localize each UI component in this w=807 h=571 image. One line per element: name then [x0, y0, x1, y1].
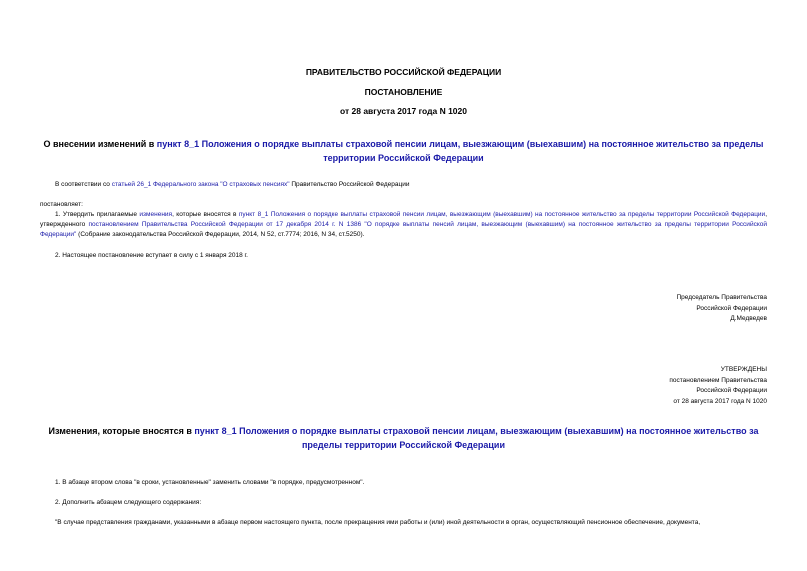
item-1-text-a: 1. Утвердить прилагаемые [55, 211, 140, 218]
government-resolution-link[interactable]: постановлением Правительства Российской Федерации от 17 декабря 2014 г. N 1386 "О порядке выплаты пенсий лицам, выезжающим (выехавшим) на постоянное жительство за пределы территории Российской Федерации" [40, 221, 767, 238]
document-date-number: от 28 августа 2017 года N 1020 [340, 106, 467, 116]
preamble-law-link[interactable]: статьей 26_1 Федерального закона "О страховых пенсиях" [111, 181, 290, 188]
preamble-text-end: Правительство Российской Федерации [289, 181, 410, 188]
preamble-text-start: В соответствии со [55, 181, 112, 188]
signature-block [676, 293, 767, 325]
changes-title [40, 424, 767, 452]
change-2-paragraph: 2. Дополнить абзацем следующего содержания: [55, 499, 202, 506]
approval-block [669, 365, 767, 407]
item-1-text-d: (Собрание законодательства Российской Федерации, 2014, N 52, ст.7774; 2016, N 34, ст.5250). [76, 231, 365, 238]
document-title-prefix: О внесении изменений в [43, 139, 157, 149]
regulation-point-link[interactable]: пункт 8_1 Положения о порядке выплаты страховой пенсии лицам, выезжающим (выехавшим) на постоянное жительство за пределы территории Российской Федерации [238, 211, 766, 218]
approval-line-approved: УТВЕРЖДЕНЫ [720, 366, 767, 373]
item-2-paragraph: 2. Настоящее постановление вступает в силу с 1 января 2018 г. [55, 252, 248, 259]
changes-link[interactable]: изменения [139, 211, 173, 218]
item-1-text-b: , которые вносятся в [172, 211, 239, 218]
signature-line-country: Российской Федерации [696, 304, 767, 312]
quoted-paragraph: "В случае представления гражданами, указанными в абзаце первом настоящего пункта, после прекращения ими работы и (или) иной деятельности в орган, осуществляющий пенсионное обеспечение, документа, [55, 519, 701, 526]
changes-title-prefix: Изменения, которые вносятся в [48, 426, 195, 436]
document-title-link[interactable]: пункт 8_1 Положения о порядке выплаты страховой пенсии лицам, выезжающим (выехавшим) на постоянное жительство за пределы территории Российской Федерации [156, 139, 764, 163]
document-type-heading: ПОСТАНОВЛЕНИЕ [364, 87, 443, 97]
change-1-paragraph: 1. В абзаце втором слова "в сроки, установленные" заменить словами "в порядке, предусмотренном". [55, 479, 365, 486]
approval-line-resolution: постановлением Правительства [669, 376, 767, 384]
changes-title-link[interactable]: пункт 8_1 Положения о порядке выплаты страховой пенсии лицам, выезжающим (выехавшим) на постоянное жительство за пределы территории Российской Федерации [194, 426, 759, 450]
approval-line-date: от 28 августа 2017 года N 1020 [673, 397, 767, 405]
decree-word: постановляет: [40, 201, 83, 208]
signature-line-name: Д.Медведев [730, 315, 767, 322]
item-1-paragraph [40, 210, 767, 240]
item-1-text-c: , утвержденного [40, 211, 767, 228]
preamble-paragraph [55, 180, 767, 190]
government-heading: ПРАВИТЕЛЬСТВО РОССИЙСКОЙ ФЕДЕРАЦИИ [305, 67, 502, 77]
document-title [40, 137, 767, 165]
approval-line-country: Российской Федерации [696, 387, 767, 394]
signature-line-position: Председатель Правительства [676, 294, 767, 301]
